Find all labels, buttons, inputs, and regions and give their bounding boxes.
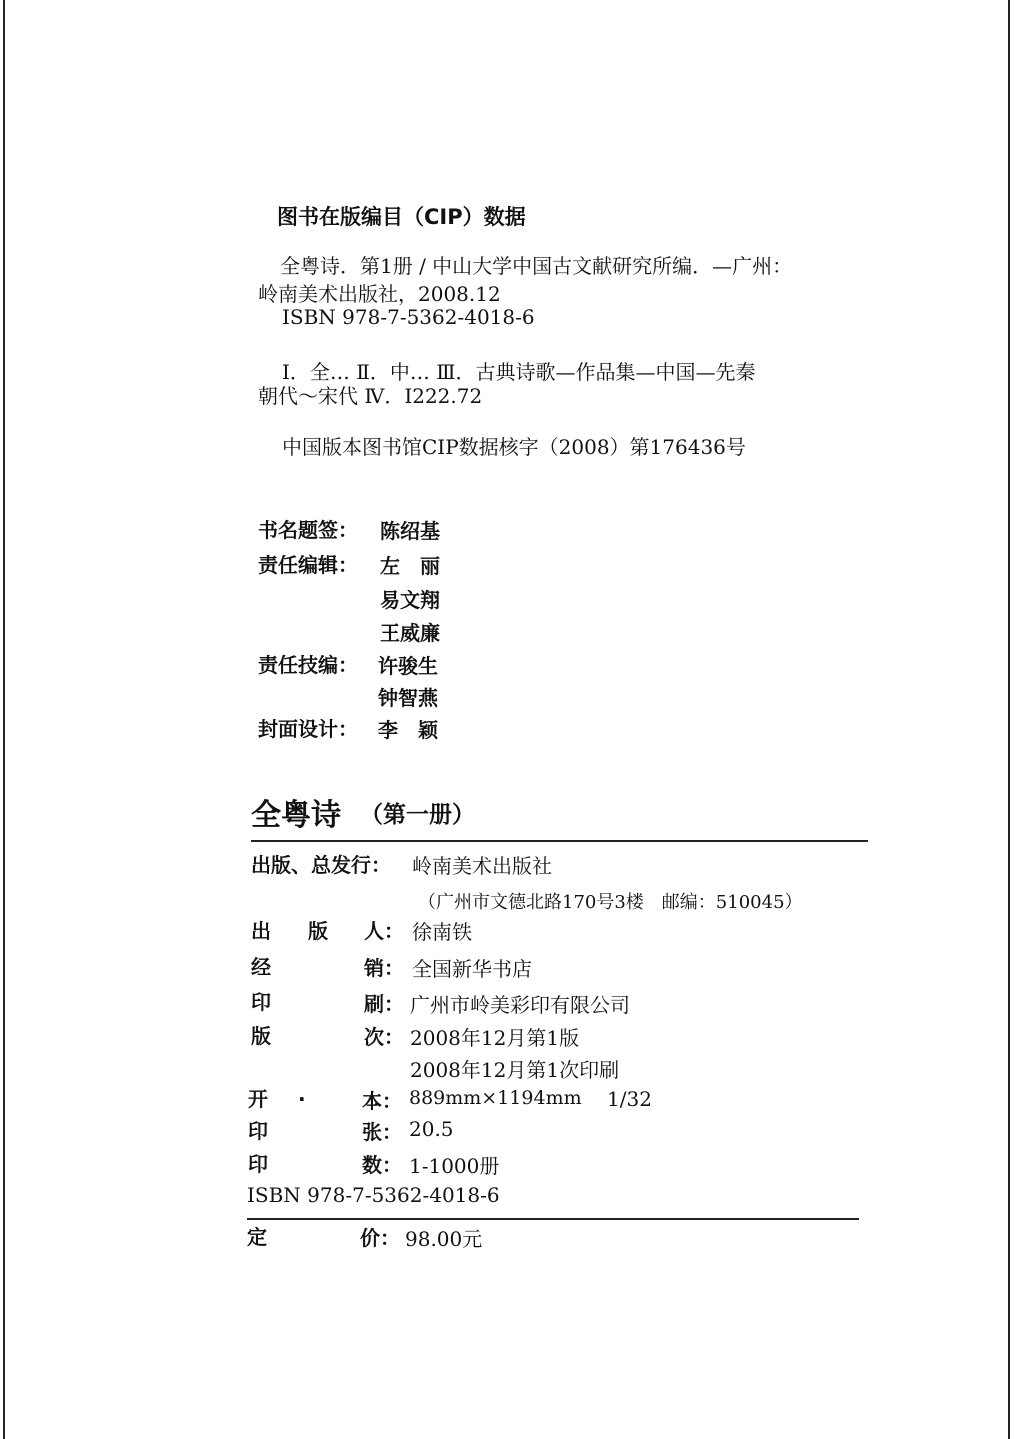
copies-value: 1-1000册 — [409, 1154, 500, 1178]
copies-label-1: 印 — [248, 1152, 268, 1176]
printer-value: 广州市岭美彩印有限公司 — [410, 993, 630, 1017]
cip-subject-line1: Ⅰ．全… Ⅱ．中… Ⅲ．古典诗歌—作品集—中国—先秦 — [282, 360, 756, 384]
format-mark: . — [298, 1082, 306, 1106]
price-label-2: 价： — [360, 1226, 400, 1250]
format-fold-value: 1/32 — [607, 1087, 652, 1111]
copies-label-2: 数： — [362, 1153, 402, 1177]
editor-name-1: 左 丽 — [380, 554, 440, 578]
tech-editors-label: 责任技编： — [258, 653, 358, 677]
book-volume: （第一册） — [360, 802, 475, 828]
publisher-person-label-2: 版 — [308, 919, 328, 943]
cip-subject-line2: 朝代～宋代 Ⅳ．I222.72 — [258, 384, 483, 408]
scan-edge-right — [1008, 0, 1010, 1439]
publisher-person-label-1: 出 — [251, 919, 271, 943]
title-calligraphy-name: 陈绍基 — [380, 519, 440, 543]
editor-name-2: 易文翔 — [380, 588, 440, 612]
format-label-1: 开 — [248, 1087, 268, 1111]
cip-entry-line1: 全粤诗．第1册 / 中山大学中国古文献研究所编．—广州： — [280, 254, 793, 278]
publisher-person-label-3: 人： — [364, 919, 404, 943]
price-rule — [247, 1218, 859, 1220]
publisher-address: （广州市文德北路170号3楼 邮编：510045） — [418, 892, 803, 913]
sheets-label-1: 印 — [248, 1119, 268, 1143]
sheets-label-2: 张： — [362, 1120, 402, 1144]
cip-entry-line2: 岭南美术出版社，2008.12 — [258, 282, 501, 306]
format-size-value: 889mm×1194mm — [409, 1087, 582, 1109]
book-title: 全粤诗 — [251, 798, 341, 833]
publisher-label: 出版、总发行： — [251, 853, 391, 877]
tech-editor-name-1: 许骏生 — [378, 654, 438, 678]
cover-design-name: 李 颖 — [378, 718, 438, 742]
cip-title: 图书在版编目（CIP）数据 — [277, 205, 526, 229]
sheets-value: 20.5 — [409, 1117, 454, 1141]
printer-label-2: 刷： — [364, 992, 404, 1016]
colophon-isbn: ISBN 978-7-5362-4018-6 — [247, 1183, 500, 1207]
distributor-label-2: 销： — [364, 956, 404, 980]
scan-edge-left — [3, 0, 5, 1439]
printer-label-1: 印 — [251, 990, 271, 1014]
editors-label: 责任编辑： — [258, 553, 358, 577]
cover-design-label: 封面设计： — [258, 717, 358, 741]
cip-approval-number: 中国版本图书馆CIP数据核字（2008）第176436号 — [282, 435, 746, 459]
format-label-2: 本： — [362, 1089, 402, 1113]
editor-name-3: 王威廉 — [380, 621, 440, 645]
price-value: 98.00元 — [405, 1227, 483, 1251]
distributor-label-1: 经 — [251, 955, 271, 979]
distributor-value: 全国新华书店 — [412, 957, 532, 981]
edition-value: 2008年12月第1版 — [410, 1026, 580, 1050]
printing-value: 2008年12月第1次印刷 — [410, 1058, 620, 1082]
edition-label-1: 版 — [251, 1024, 271, 1048]
cip-isbn: ISBN 978-7-5362-4018-6 — [282, 305, 535, 329]
price-label-1: 定 — [247, 1225, 267, 1249]
publisher-value: 岭南美术出版社 — [412, 854, 552, 878]
edition-label-2: 次： — [364, 1025, 404, 1049]
publisher-person-value: 徐南铁 — [412, 920, 472, 944]
tech-editor-name-2: 钟智燕 — [378, 686, 438, 710]
title-rule — [251, 840, 868, 842]
title-calligraphy-label: 书名题签： — [258, 518, 358, 542]
